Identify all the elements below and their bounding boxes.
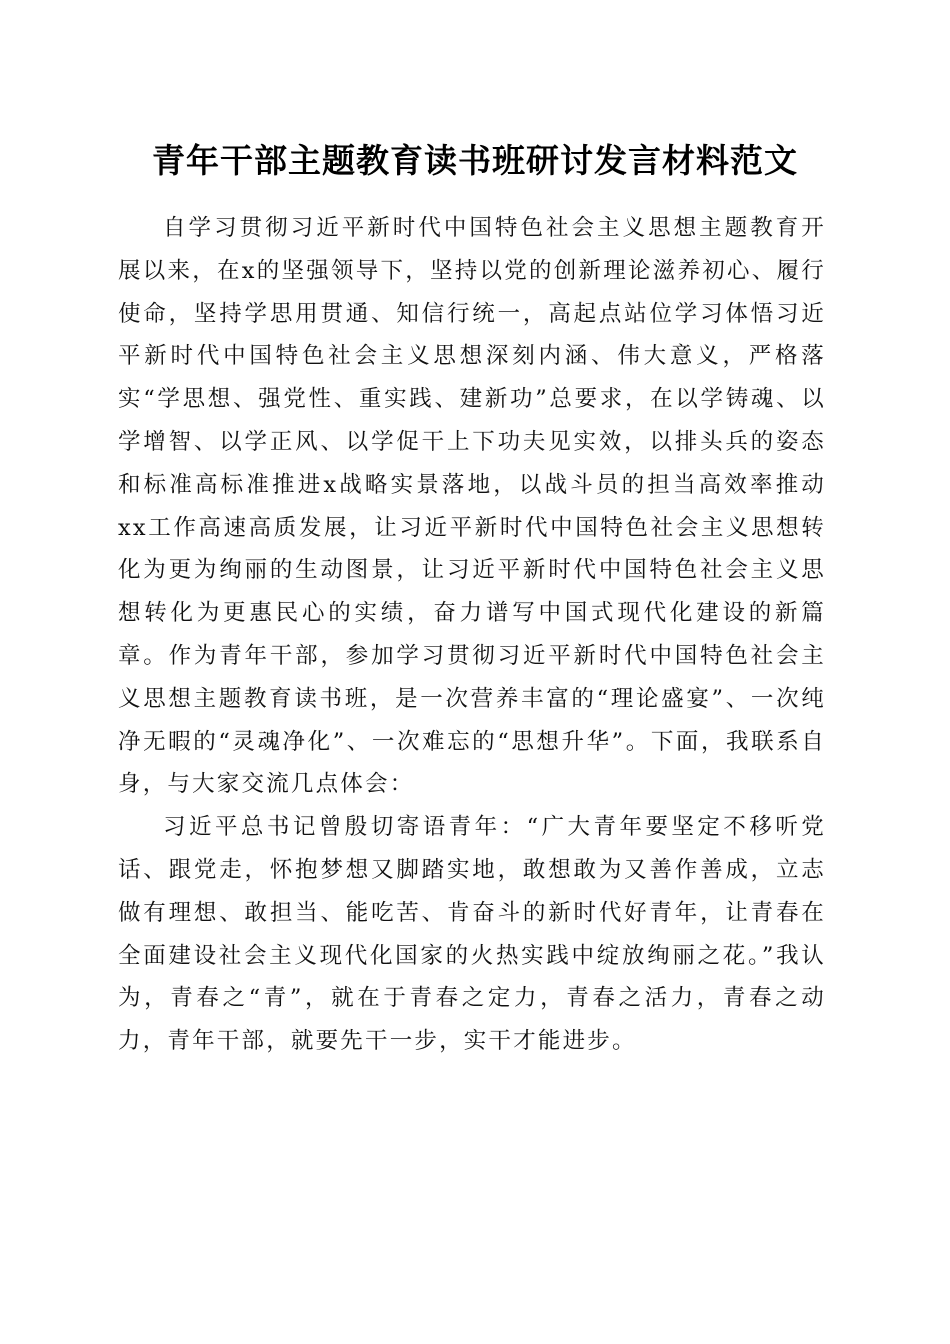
paragraph-intro: 自学习贯彻习近平新时代中国特色社会主义思想主题教育开展以来，在x的坚强领导下，坚持以党的创新理论滋养初心、履行使命，坚持学思用贯通、知信行统一，高起点站位学习体悟习近平新时代中国特色社会主义思想深刻内涵、伟大意义，严格落实“学思想、强党性、重实践、建新功”总要求，在以学铸魂、以学增智、以学正风、以学促干上下功夫见实效，以排头兵的姿态和标准高标准推进x战略实景落地，以战斗员的担当高效率推动xx工作高速高质发展，让习近平新时代中国特色社会主义思想转化为更为绚丽的生动图景，让习近平新时代中国特色社会主义思想转化为更惠民心的实绩，奋力谱写中国式现代化建设的新篇章。作为青年干部，参加学习贯彻习近平新时代中国特色社会主义思想主题教育读书班，是一次营养丰富的“理论盛宴”、一次纯净无暇的“灵魂净化”、一次难忘的“思想升华”。下面，我联系自身，与大家交流几点体会： <box>118 215 826 798</box>
paragraph-quote: 习近平总书记曾殷切寄语青年：“广大青年要坚定不移听党话、跟党走，怀抱梦想又脚踏实地，敢想敢为又善作善成，立志做有理想、敢担当、能吃苦、肯奋斗的新时代好青年，让青春在全面建设社会主义现代化国家的火热实践中绽放绚丽之花。”我认为，青春之“青”，就在于青春之定力，青春之活力，青春之动力，青年干部，就要先干一步，实干才能进步。 <box>118 814 826 1055</box>
document-body <box>118 207 826 1063</box>
document-title: 青年干部主题教育读书班研讨发言材料范文 <box>152 141 798 180</box>
